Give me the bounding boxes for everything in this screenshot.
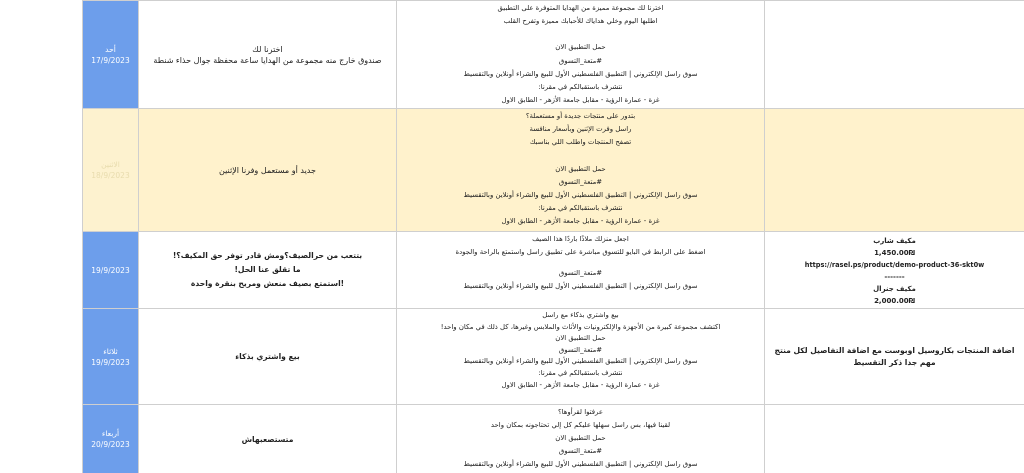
post-line: #متعة_التسوق (558, 177, 603, 186)
date-label: 18/9/2023 (91, 171, 130, 180)
post-line: حمل التطبيق الان (555, 164, 606, 173)
hook-cell (138, 308, 396, 404)
product-name: مكيف جنرال (873, 285, 916, 293)
product-link[interactable]: https://rasel.ps/product/demo-product-36-skt0w (804, 261, 985, 269)
post-line: تصفح المنتجات واطلب اللي بناسبك (529, 138, 632, 147)
day-label: أحد (105, 44, 116, 54)
date-label: 20/9/2023 (91, 440, 130, 449)
post-line: بتدور على منتجات جديدة أو مستعملة؟ (525, 112, 636, 120)
hook-line: متستصعبهاش (241, 434, 294, 444)
product-cell (764, 0, 1024, 108)
post-cell (396, 0, 764, 108)
post-line: سوق راسل الإلكتروني | التطبيق الفلسطيني الأول للبيع والشراء أونلاين وبالتقسيط (463, 357, 698, 366)
post-cell (396, 108, 764, 231)
post-line: سوق راسل الإلكتروني | التطبيق الفلسطيني الأول للبيع والشراء أونلاين وبالتقسيط (463, 460, 698, 468)
separator-text: ------- (884, 273, 905, 281)
date-cell (82, 404, 138, 473)
post-line: حمل التطبيق الان (555, 334, 606, 343)
project-line: اضافة المنتجات بكاروسيل اوبوست مع اضافة التفاصيل لكل منتج (774, 345, 1015, 355)
post-line: نتشرف باستقبالكم في مقرنا: (538, 204, 623, 213)
product-price: 2,000.00₪ (874, 297, 915, 305)
product-cell (764, 404, 1024, 473)
product-cell (764, 231, 1024, 308)
post-line: نتشرف باستقبالكم في مقرنا: (538, 83, 623, 92)
post-line: غزة - عمارة الرؤية - مقابل جامعة الأزهر - الطابق الاول (501, 380, 660, 389)
post-line: عرفتوا لقرأوها؟ (558, 408, 603, 416)
hook-line: جديد أو مستعمل وفرنا الإثنين (219, 165, 316, 175)
post-line: حمل التطبيق الان (555, 43, 606, 52)
hook-line: ما تقلق عنا الحل! (234, 265, 301, 274)
date-cell (82, 231, 138, 308)
hook-line: بيع واشتري بذكاء (235, 352, 300, 361)
hook-cell (138, 404, 396, 473)
date-label: 19/9/2023 (91, 357, 130, 367)
post-line: نتشرف باستقبالكم في مقرنا: (538, 368, 623, 377)
post-line: اخترنا لك مجموعة مميزة من الهدايا المتوفرة على التطبيق (497, 4, 664, 12)
post-line: #متعة_التسوق (558, 345, 603, 354)
date-label: 19/9/2023 (91, 265, 130, 275)
post-line: اكتشف مجموعة كبيرة من الأجهزة والإلكترونيات والأثاث والملابس وغيرها، كل ذلك في مكان واحد! (440, 322, 721, 331)
post-line: اجعل منزلك ملاذًا باردًا هذا الصيف (532, 235, 629, 243)
product-price: 1,450.00₪ (874, 249, 915, 257)
hook-line: !استمتع بصيف منعش ومريح بنقرة واحدة (190, 279, 345, 288)
post-line: حمل التطبيق الان (555, 434, 606, 442)
hook-cell (138, 0, 396, 108)
product-name: مكيف شارب (873, 237, 916, 245)
project-cell (764, 308, 1024, 404)
date-cell (82, 108, 138, 231)
product-cell (764, 108, 1024, 231)
post-line: بيع واشتري بذكاء مع راسل (542, 311, 619, 319)
post-line: #متعة_التسوق (558, 56, 603, 65)
post-cell (396, 404, 764, 473)
project-line: مهم جدا ذكر التقسيط (853, 357, 936, 367)
day-label: الاثنين (101, 160, 120, 169)
date-cell (82, 308, 138, 404)
post-line: سوق راسل الإلكتروني | التطبيق الفلسطيني الأول للبيع والشراء أونلاين وبالتقسيط (463, 281, 698, 290)
post-line: اطلبها اليوم وخلي هداياك للأحبابك مميزة وتفرح القلب (503, 17, 658, 26)
post-line: اضغط على الرابط في البايو للتسوق مباشرة على تطبيق راسل واستمتع بالراحة والجودة (455, 247, 706, 256)
hook-line: بتتعب من حرالصيف؟ومش قادر توفر حق المكيف؟! (172, 251, 363, 260)
post-line: سوق راسل الإلكتروني | التطبيق الفلسطيني الأول للبيع والشراء أونلاين وبالتقسيط (463, 69, 698, 78)
hook-cell (138, 231, 396, 308)
post-line: راسل وفرت الإثنين وبأسعار منافسة (529, 125, 632, 134)
day-label: ثلاثاء (103, 346, 118, 356)
post-line: #متعة_التسوق (558, 447, 603, 455)
hook-line: صندوق خارج منه مجموعة من الهدايا ساعة محفظة جوال حذاء شنطة (153, 55, 382, 65)
post-line: #متعة_التسوق (558, 269, 603, 277)
post-line: غزة - عمارة الرؤية - مقابل جامعة الأزهر - الطابق الاول (501, 217, 660, 226)
day-label: أربعاء (101, 429, 120, 438)
post-line: غزة - عمارة الرؤية - مقابل جامعة الأزهر - الطابق الاول (501, 96, 660, 105)
post-line: سوق راسل الإلكتروني | التطبيق الفلسطيني الأول للبيع والشراء أونلاين وبالتقسيط (463, 191, 698, 200)
date-cell (82, 0, 138, 108)
post-line: لقينا فيها، بس راسل سهلها عليكم كل إلي تحتاجونه بمكان واحد (490, 421, 671, 429)
post-cell (396, 308, 764, 404)
post-cell (396, 231, 764, 308)
hook-line: اخترنا لك (252, 44, 283, 54)
hook-cell (138, 108, 396, 231)
date-label: 17/9/2023 (91, 55, 130, 65)
